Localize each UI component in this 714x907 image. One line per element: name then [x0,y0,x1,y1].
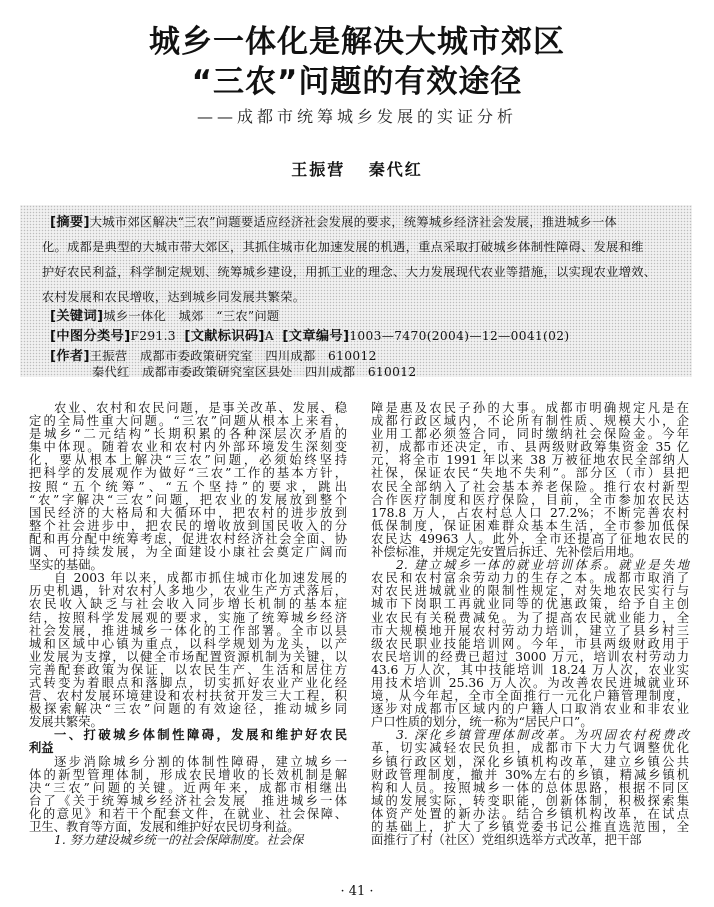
abstract-text: 大城市郊区解决“三农”问题要适应经济社会发展的要求，统筹城乡经济社会发展，推进城乡一体 [89,215,618,229]
body-text-line: 把科学的发展观作为做好“三农”工作的基本方针， [29,466,347,481]
body-text-line: 业农民有关税费减免。为了提高农民就业能力，全 [371,610,689,625]
body-text-line: 境，从今年起，全市全面推行一元化户籍管理制度， [371,689,689,704]
body-text-line: 农民达 49963 人。此外，全市还提高了征地农民的 [371,531,689,546]
body-text-line: 乡镇行政区划，深化乡镇机构改革，建立乡镇公共 [371,754,689,769]
body-text-line: 集中体现。随着农业和农村内外部环境发生深刻变 [29,440,347,455]
body-text-line: 财政管理制度，撤并 30%左右的乡镇，精减乡镇机 [371,767,689,782]
doc-code-value: A [264,329,274,343]
body-right-column [371,402,689,847]
body-text-line: 城市下岗职工再就业同等的优惠政策，给予自主创 [371,597,689,612]
body-text-line: 农民全部纳入了社会基本养老保险。推行农村新型 [371,479,689,494]
body-text-line: 农业、农村和农民问题，是事关改革、发展、稳 [54,401,347,415]
body-text-line: 面推行了村（社区）党组织选举方式改革，把干部 [371,833,642,848]
body-text-line: 用技术培训 25.36 万人次。为改善农民进城就业环 [371,675,689,690]
body-text-line: 元，将全市 1991 年以来 38 万被征地农民全部纳人 [371,453,689,468]
body-left-column [29,402,347,847]
clc-value: F291.3 [130,329,176,343]
body-text-line: 2. 建立城乡一体的就业培训体系。就业是失地 [396,558,689,573]
keywords-line [50,310,280,323]
clc-label: [中图分类号] [50,329,131,344]
author-info-line [50,350,377,363]
body-text-line: 城和区域中心镇为重点，以科学规划为龙头，以产 [29,636,347,651]
abstract-line: 化。成都是典型的大城市带大郊区，其抓住城市化加速发展的机遇，重点采取打破城乡体制性障碍、发展和维 [42,240,644,254]
body-text-line: 历史机遇，针对农村人多地少，农业生产方式落后， [29,584,347,599]
body-text-line: 体资产处置的新办法。结合乡镇机构改革，在试点 [371,806,689,821]
body-text-line: 市大规模地开展农村劳动力培训，建立了县乡村三 [371,623,689,638]
body-text-line: 1. 努力建设城乡统一的社会保障制度。社会保 [54,833,304,848]
body-text-line: 的基础上，扩大了乡镇党委书记公推直选范围，全 [371,820,689,834]
body-text-line: 逐步对成都市区域内的户籍人口取消农业和非农业 [371,702,689,717]
body-text-line: 域的发展实际，转变职能，创新体制，积极探索集 [371,793,689,808]
body-text-line: 决“三农”问题的关键。近两年来，成都市相继出 [29,780,347,795]
body-text-line: 革，切实减轻农民负担，成都市下大力气调整优化 [371,741,689,756]
body-text-line: 178.8 万人，占农村总人口 27.2%；不断完善农村 [371,505,689,520]
keywords-label: [关键词] [50,309,104,324]
body-text-line: 合作医疗制度和医疗保险，目前，全市参加农民达 [371,492,689,507]
body-text-line: 极探索解决“三农”问题的有效途径，推动城乡同 [29,702,347,717]
body-text-line: 户口性质的划分，统一称为“居民户口”。 [371,715,593,730]
author-name: 秦代红 [368,160,423,179]
article-title-line-1: 城乡一体化是解决大城市郊区 [149,24,565,60]
body-text-line: 低保制度，保证困难群众基本生活，全市参加低保 [371,518,689,533]
body-text-line: 整个社会进步中，把农民的增收放到国民收入的分 [29,518,347,533]
author-info-line: 秦代红 成都市委政策研究室区县处 四川成都 610012 [92,365,417,379]
body-text-line: 化，要从根本上解决“三农”问题，必须始终坚持 [29,453,347,468]
body-text-line: “农”字解决“三农”问题，把农业的发展放到整个 [29,492,347,507]
body-text-line: 43.6 万人次，其中技能培训 18.24 万人次，农业实 [371,662,689,677]
body-text-line: 发展共繁荣。 [29,715,103,730]
body-text-line: 自 2003 年以来，成都市抓住城市化加速发展的 [54,571,347,586]
body-text-line: 化的意见》和若干个配套文件，在就业、社会保障、 [29,806,347,821]
body-text-line: 国民经济的大格局和大循环中，把农村的进步放到 [29,505,347,520]
abstract-line: 农村发展和农民增收，达到城乡同发展共繁荣。 [42,290,306,304]
body-text-line: 级农民职业技能培训网。今年，市县两级财政用于 [371,636,689,651]
body-text-line: 农民收入缺乏与社会收入同步增长机制的基本症 [29,597,347,612]
body-text-line: 台了《关于统筹城乡经济社会发展 推进城乡一体 [29,793,347,808]
body-text-line: 农民和农村富余劳动力的生存之本。成都市取消了 [371,571,689,586]
body-text-line: 社保，保证农民“失地不失利”。部分区（市）县把 [371,466,689,481]
body-text-line: 障是惠及农民子孙的大事。成都市明确规定凡是在 [371,401,689,415]
body-text-line: 调、可持续发展，为全面建设小康社会奠定广阔而 [29,545,347,560]
body-text-line: 业用工都必须签合同，同时缴纳社会保险金。今年 [371,427,689,442]
body-text-line: 完善配套政策为保证，以农民生产、生活和居住方 [29,662,347,677]
body-text-line: 农民培训的经费已超过 3000 万元，培训农村劳动力 [371,649,689,664]
article-title-line-2: “三农”问题的有效途径 [191,64,523,100]
author-info-1: 王振营 成都市委政策研究室 四川成都 610012 [89,349,377,363]
body-text-line: 坚实的基础。 [29,558,103,573]
article-subtitle: ——成都市统筹城乡发展的实证分析 [196,107,517,126]
article-no-value: 1003—7470(2004)—12—0041(02) [349,329,570,343]
abstract-box [20,205,692,377]
body-text-line: 3. 深化乡镇管理体制改革。为巩固农村税费改 [396,728,689,743]
body-text-line: 社会发展，推进城乡一体化的工作部署。全市以县 [29,623,347,638]
doc-code-label: [文献标识码] [184,329,265,344]
body-text-line: 初，成都市还决定，市、县两级财政筹集资金 35 亿 [371,440,689,455]
body-text-line: 营、农村发展环境建设和农村扶贫开发三大工程，积 [29,689,347,704]
body-text-line: 构和人员。按照城乡一体的总体思路，根据不同区 [371,780,689,795]
body-text-line: 配和再分配中统筹考虑，促进农村经济社会全面、协 [29,531,347,546]
body-text-line: 补偿标准，并规定先安置后拆迁、先补偿后用地。 [371,545,642,560]
author-name: 王振营 [291,160,346,179]
body-text-line: 业发展为支撑，以健全市场配置资源机制为关键，以 [29,649,347,664]
article-no-label: [文章编号] [282,329,350,344]
body-text-line: 逐步消除城乡分割的体制性障碍，建立城乡一 [54,754,347,769]
body-text-line: 按照“五个统筹”、“五个坚持”的要求，跳出 [29,479,347,494]
author-info-label: [作者] [50,349,90,364]
body-text-line: 对农民进城就业的限制性规定，对失地农民实行与 [371,584,689,599]
author-list [0,162,714,178]
body-text-line: 体的新型管理体制，形成农民增收的长效机制是解 [29,767,347,782]
section-heading-line: 一、打破城乡体制性障碍，发展和维护好农民 [54,728,347,743]
abstract-label: [摘要] [50,215,90,230]
body-text-line: 卫生、教育等方面，发展和维护好农民切身利益。 [29,820,300,834]
abstract-line: 护好农民利益，科学制定规划、统筹城乡建设，用抓工业的理念、大力发展现代农业等措施，以实现农业增效、 [42,265,657,279]
body-text-line: 式转变为着眼点和落脚点，切实抓好农业产业化经 [29,675,347,690]
section-heading-line: 利益 [29,741,54,756]
body-text-line: 结，按照科学发展观的要求，实施了统筹城乡经济 [29,610,347,625]
body-text-line: 定的全局性重大问题。“三农”问题从根本上来看， [29,414,347,429]
classification-line [50,330,569,343]
abstract-line [50,216,617,229]
body-text-line: 成都行政区域内，不论所有制性质、规模大小，企 [371,414,689,429]
page-number: · 41 · [340,884,374,899]
body-text-line: 是城乡“二元结构”长期积累的各种深层次矛盾的 [29,427,347,442]
keywords-text: 城乡一体化 城郊 “三农”问题 [103,309,280,323]
